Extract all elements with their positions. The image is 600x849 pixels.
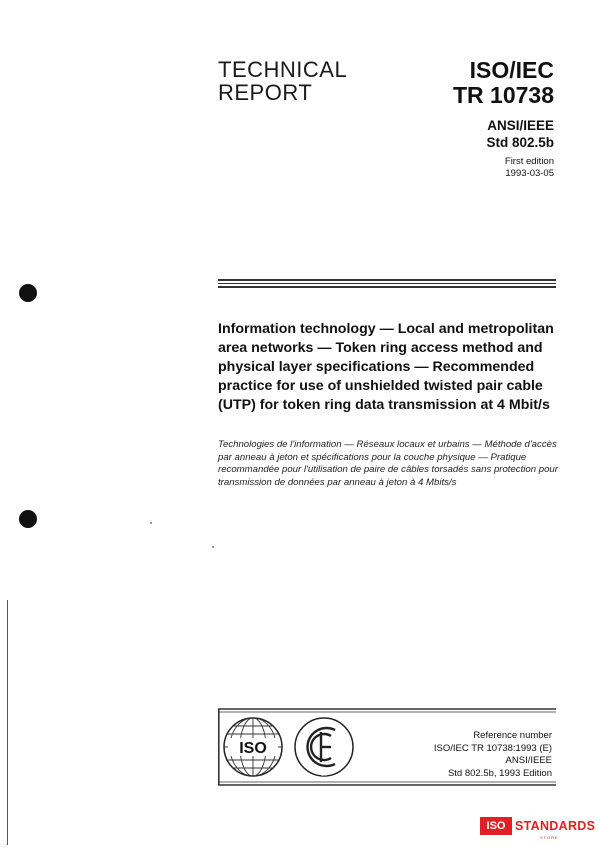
reference-line-ansi: ANSI/IEEE [505,755,552,766]
standard-identifier [453,58,554,180]
scan-margin-line [7,600,8,845]
divider-rule-mid [218,283,556,284]
iso-logo-text: ISO [239,740,267,757]
iso-logo [222,716,284,778]
ansi-designation: ANSI/IEEE [487,118,554,133]
iec-logo-text: IEC [320,772,328,777]
reference-line-edition: Std 802.5b, 1993 Edition [447,767,552,779]
divider-rule-top [218,279,556,281]
store-mark-logo: ISO [480,817,512,835]
reference-line-iso: ISO/IEC TR 10738:1993 (E) [433,742,552,754]
scan-speck [150,522,152,524]
document-type-line2: REPORT [218,80,313,105]
punch-hole-top [19,284,37,302]
iec-logo [293,716,355,778]
french-title-line: recommandée pour l'utilisation de paire de câbles torsadés sans protection pour [218,464,558,475]
english-title [218,320,563,415]
french-title [218,439,563,489]
reference-label: Reference number [473,730,552,741]
document-type [218,58,347,104]
english-title-line: physical layer specifications — Recommended [218,359,535,375]
reference-number [434,730,552,780]
punch-hole-bottom [19,510,37,528]
document-type-line1: TECHNICAL [218,57,348,82]
french-title-line: par anneau à jeton et spécifications pour la couche physique — Pratique [218,451,527,463]
english-title-line: (UTP) for token ring data transmission at 4 Mbit/s [218,397,550,413]
store-watermark[interactable] [480,815,595,843]
french-title-line: transmission de données par anneau à jeton à 4 Mbits/s [218,476,457,488]
store-name: STANDARDS [515,819,596,833]
scan-speck [212,546,214,548]
divider-rule-bottom [218,286,556,288]
edition-label: First edition [504,156,554,167]
french-title-line: Technologies de l'information — Réseaux locaux et urbains — Méthode d'accès [218,439,557,450]
std-designation: ISO/IEC [469,57,554,83]
std-number: TR 10738 [452,82,554,108]
store-tagline: STORE [540,835,559,840]
english-title-line: area networks — Token ring access method and [218,340,543,356]
english-title-line: Information technology — Local and metropolitan [218,321,554,337]
english-title-line: practice for use of unshielded twisted pair cable [218,378,543,394]
edition-date: 1993-03-05 [505,168,554,179]
ansi-std-number: Std 802.5b [486,135,554,150]
